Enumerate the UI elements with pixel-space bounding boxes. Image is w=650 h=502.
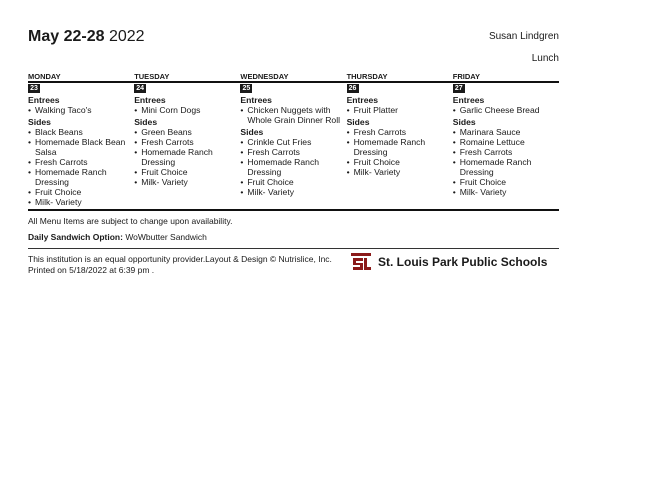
date-badge: 23 <box>28 84 40 93</box>
menu-item: • Fruit Choice <box>28 187 134 197</box>
meal-type: Lunch <box>531 53 559 64</box>
footer-divider <box>28 209 559 211</box>
date-badge: 24 <box>134 84 146 93</box>
section-title: Entrees <box>134 95 166 105</box>
menu-item: • Fresh Carrots <box>134 137 240 147</box>
year: 2022 <box>108 28 145 45</box>
menu-item: • Fresh Carrots <box>347 127 453 137</box>
section-title: Sides <box>28 117 51 127</box>
menu-item: • Homemade Ranch Dressing <box>240 157 346 177</box>
menu-item: • Homemade Ranch Dressing <box>453 157 559 177</box>
day-column-thursday <box>347 72 453 207</box>
day-column-monday <box>28 72 134 207</box>
date-badge: 25 <box>240 84 252 93</box>
menu-item: • Fresh Carrots <box>28 157 134 167</box>
menu-item: • Fresh Carrots <box>240 147 346 157</box>
section-title: Entrees <box>452 95 485 105</box>
menu-week-grid <box>28 72 559 207</box>
printed-date: Printed on 5/18/2022 at 6:39 pm . <box>28 265 155 275</box>
menu-item: • Fruit Choice <box>347 157 453 167</box>
menu-item: • Fruit Choice <box>134 167 240 177</box>
day-column-friday <box>453 72 559 207</box>
menu-item: • Black Beans <box>28 127 134 137</box>
menu-item: • Fresh Carrots <box>453 147 559 157</box>
sandwich-label: Daily Sandwich Option: <box>28 232 123 242</box>
menu-item: • Green Beans <box>134 127 240 137</box>
menu-item: • Fruit Choice <box>453 177 559 187</box>
district-name: St. Louis Park Public Schools <box>378 255 548 269</box>
menu-item: • Marinara Sauce <box>453 127 559 137</box>
menu-item: • Milk- Variety <box>28 197 134 207</box>
menu-item: • Chicken Nuggets with Whole Grain Dinner Roll <box>240 105 346 125</box>
sandwich-value: WoWbutter Sandwich <box>125 232 207 242</box>
section-title: Sides <box>346 117 370 127</box>
date-range: May 22-28 <box>28 28 105 45</box>
menu-item: • Fruit Platter <box>347 105 453 115</box>
day-column-wednesday <box>240 72 346 207</box>
menu-item: • Walking Taco's <box>28 105 134 115</box>
section-title: Sides <box>240 127 264 137</box>
equal-opportunity-note: This institution is an equal opportunity provider.Layout & Design © Nutrislice, Inc. <box>28 254 332 264</box>
daily-sandwich <box>28 232 207 242</box>
menu-item: • Milk- Variety <box>134 177 240 187</box>
day-name: WEDNESDAY <box>240 72 289 81</box>
menu-item: • Homemade Ranch Dressing <box>28 167 134 187</box>
section-title: Sides <box>452 117 476 127</box>
menu-item: • Homemade Ranch Dressing <box>347 137 453 157</box>
section-title: Entrees <box>240 95 272 105</box>
menu-item: • Mini Corn Dogs <box>134 105 240 115</box>
menu-item: • Garlic Cheese Bread <box>453 105 559 115</box>
date-badge: 27 <box>453 84 465 93</box>
district-logo <box>350 252 547 272</box>
page-title <box>28 28 145 46</box>
menu-item: • Fruit Choice <box>240 177 346 187</box>
menu-item: • Homemade Black Bean Salsa <box>28 137 134 157</box>
section-title: Entrees <box>28 95 60 105</box>
menu-item: • Crinkle Cut Fries <box>240 137 346 147</box>
menu-item: • Milk- Variety <box>240 187 346 197</box>
menu-item: • Milk- Variety <box>453 187 559 197</box>
day-name: THURSDAY <box>346 72 388 81</box>
day-name: TUESDAY <box>134 72 170 81</box>
day-name: FRIDAY <box>452 72 480 81</box>
availability-note: All Menu Items are subject to change upon availability. <box>28 216 233 226</box>
date-badge: 26 <box>347 84 359 93</box>
menu-item: • Homemade Ranch Dressing <box>134 147 240 167</box>
slp-logo-icon <box>350 252 372 272</box>
section-title: Entrees <box>346 95 379 105</box>
school-name: Susan Lindgren <box>488 31 559 42</box>
day-column-tuesday <box>134 72 240 207</box>
section-title: Sides <box>134 117 158 127</box>
footer-thin-divider <box>28 248 559 249</box>
menu-item: • Milk- Variety <box>347 167 453 177</box>
day-name: MONDAY <box>28 72 61 81</box>
menu-item: • Romaine Lettuce <box>453 137 559 147</box>
